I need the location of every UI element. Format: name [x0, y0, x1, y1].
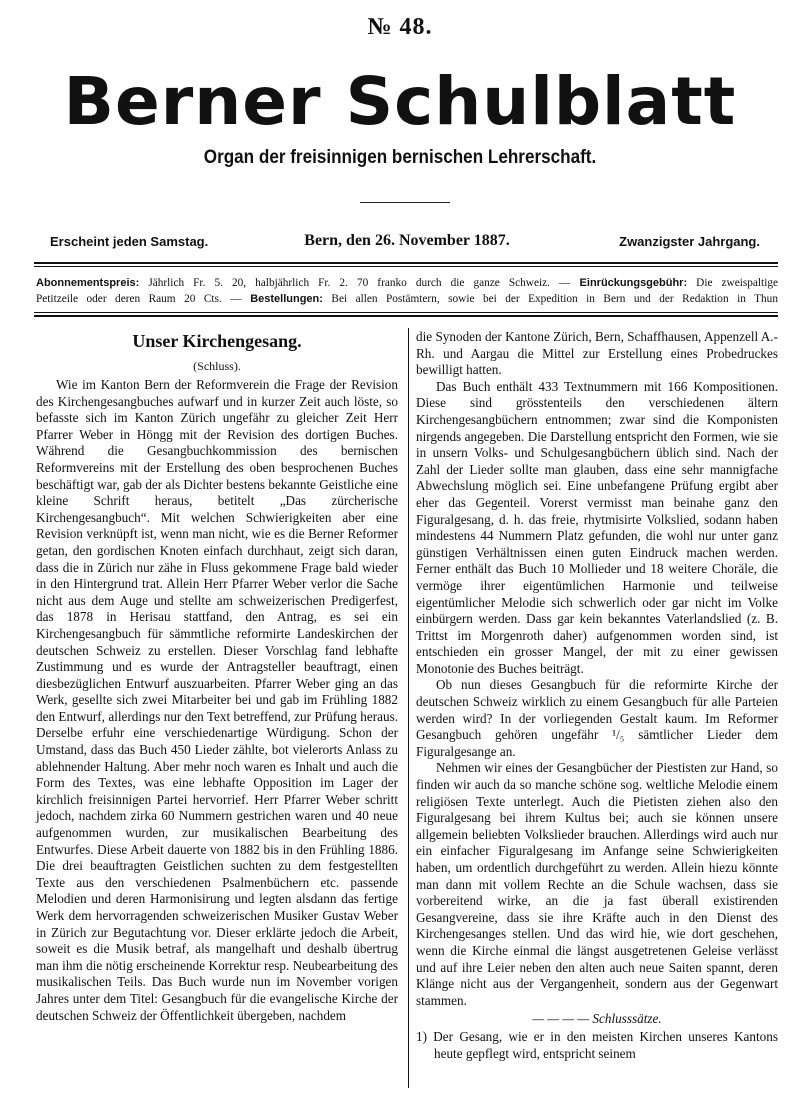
article-title: Unser Kirchengesang. [132, 331, 302, 351]
masthead-divider [360, 202, 450, 203]
insertion-fee-label: Einrückungsgebühr: [570, 277, 688, 289]
orders-text: Bei allen Postämtern, sowie bei der Expedition in Bern und der Redaktion in Thun [322, 293, 778, 305]
article-paragraph: Wie im Kanton Bern der Reformverein die Frage der Revision des Kirchengesangbuches aufwarf und in kurzer Zeit auch löste, so befasste sich im Kanton Zürich ungefähr zu gleicher Zeit Herr Pfarrer Weber in Höngg mit der Revision des dortigen Buches. Während die Gesangbuchkommission des bernischen Reformvereins mit der Erstellung des oben besprochenen Buches beschäftigt war, gab der als Dichter bestens bekannte Geistliche eine kleine Schrift heraus, betitelt „Das zürcherische Kirchengesangbuch“. Mit welchen Schwierigkeiten aber eine Revision verknüpft ist, wenn man nicht, wie es die Berner Reformer getan, den gordischen Knoten einfach durchhaut, zeigt sich daran, dass die in Zürich nur zähe in Fluss gekommene Frage bald wieder in den Hintergrund trat. Allein Herr Pfarrer Weber verlor die Sache nicht aus dem Auge und stellte am schweizerischen Predigerfest, das 1878 in Herisau stattfand, den Antrag, es sei ein Kirchengesangbuch für sämmtliche reformirte Landeskirchen der deutschen Schweiz zu erstellen. Dieser Vorschlag fand lebhafte Zustimmung und es wurde der Antragsteller beauftragt, einen diesbezüglichen Entwurf auszuarbeiten. Pfarrer Weber ging an das Werk, gesellte sich zwei Mitarbeiter bei und gab im Frühling 1882 den Entwurf, allerdings nur den Text betreffend, zur Prüfung heraus. Derselbe erfuhr eine verschiedenartige Würdigung. Schon der Umstand, dass das Buch 450 Lieder zählte, bot vielerorts Anlass zu ablehnender Haltung. Aber mehr noch waren es Inhalt und auch die Form des Textes, was eine lebhafte Opposition im Lager der kirchlich freisinnigen Partei hervorrief. Herr Pfarrer Weber schritt jedoch, nachdem zirka 60 Nummern gestrichen waren und 40 neue aufgenommen wurden, zur musikalischen Bearbeitung des Entwurfes. Diese Arbeit dauerte von 1882 bis in den Frühling 1886. Die drei beauftragten Geistlichen suchten zu dem festgestellten Texte aus den verschiedenen Psalmenbüchern etc. passende Melodien und deren Harmonisirung und legten alsdann das fertige Werk dem hervorragenden schweizerischen Musiker Gustav Weber in Zürich zur Begutachtung vor. Dieser erklärte jedoch die Arbeit, soweit es die Musik betraf, als mangelhaft und deshalb übertrug man ihm die nötig erscheinende Korrektur resp. Neubearbeitung des musikalischen Teils. Das Buch wurde nun im November vorigen Jahres unter dem Titel: Gesangbuch für die evangelische Kirche der deutschen Schweiz der Öffentlichkeit übergeben, nachdem [36, 377, 398, 1023]
publication-frequency: Erscheint jeden Samstag. [50, 234, 209, 249]
newspaper-subtitle: Organ der freisinnigen bernischen Lehrerschaft. [203, 147, 597, 168]
volume-label: Zwanzigster Jahrgang. [619, 234, 760, 249]
article-paragraph: Nehmen wir eines der Gesangbücher der Piestisten zur Hand, so finden wir auch da so manche schöne sog. weltliche Melodie einem religiösen Texte unterlegt. Auch die Pietisten ziehen also den Figuralgesang bei ihrem Kultus bei; auch sie können unsere allgemein beliebten Volkslieder brauchen. Allerdings wird auch nur ein einfacher Figuralgesang im Anfange seine Schwierigkeiten haben, um ordentlich durchgeführt zu werden. Allein hiezu könnte man dann mit vollem Rechte an die Schule wachsen, dass sie vorbereitend wirke, an die ja fast überall existirenden Gesangvereine, dass sie ihre Kräfte auch in den Dienst des Kirchengesanges stellen. Und das wird hie, wie dort geschehen, wenn die Kirche einmal die längst ausgetretenen Geleise verlässt und auf ihre Leier neben den alten auch neue Saiten spannt, deren Klänge nicht aus der Vergangenheit, sondern aus der Gegenwart stammen. [416, 760, 778, 1008]
article-continuation: die Synoden der Kantone Zürich, Bern, Schaffhausen, Appenzell A.-Rh. und Aargau die Mittel zur Erstellung eines Probedruckes bewilligt hatten. [416, 329, 778, 378]
insertion-fee-text: Die zweispaltige [687, 277, 778, 289]
article-column-right [416, 329, 778, 1062]
article-note: (Schluss). [193, 359, 241, 373]
issue-date: Bern, den 26. November 1887. [304, 232, 510, 249]
article-paragraph: Das Buch enthält 433 Textnummern mit 166 Kompositionen. Diese sind grösstenteils den verschiedenen ältern Kirchengesangbüchern entnommen; zwar sind die Komponisten nirgends angegeben. Die Darstellung entspricht den Formen, wie sie in unsern Volks- und Schulgesangbüchern üblich sind. Nach der Zahl der Lieder sollte man glauben, dass eine sehr mannigfache Abwechslung möglich sei. Eine unbefangene Prüfung ergibt aber eher das Gegenteil. Vorerst vermisst man beinahe ganz den Figuralgesang, d. h. das freie, rhytmisirte Volkslied, sodann haben mindestens 44 Nummern Platz gefunden, die wohl nur unter ganz günstigen Verhältnissen einen guten Eindruck machen werden. Ferner enthält das Buch 10 Mollieder und 18 weitere Choräle, die vermöge ihrer eigentümlichen Harmonie und teilweise eigentümlicher Melodie sich schwerlich oder gar nicht im Volke einbürgern werden. Dass gar kein bekanntes Vaterlandslied (z. B. Trittst im Morgenroth daher) aufgenommen worden sind, ist entschieden ein grosser Mangel, der mit zu einer gewissen Monotonie des Buches beiträgt. [416, 378, 778, 676]
header-rule-bottom-thin [34, 312, 778, 313]
insertion-fee-rate: Petitzeile oder deren Raum 20 Cts. — [36, 293, 242, 305]
subscription-price-text: Jährlich Fr. 5. 20, halbjährlich Fr. 2. 70 franko durch die ganze Schweiz. — [139, 277, 571, 289]
header-rule-bottom [34, 315, 778, 317]
subscription-line-1 [36, 275, 778, 291]
orders-label: Bestellungen: [241, 293, 323, 305]
article-paragraph: Ob nun dieses Gesangbuch für die reformirte Kirche der deutschen Schweiz wirklich zu einem Gesangbuch für alle Parteien werden wird? In der vorliegenden Gestalt kaum. Im Reformer Gesangbuch gehören ungefähr ¹/₅ sämtlicher Lieder dem Figuralgesange an. [416, 677, 778, 759]
column-divider [408, 328, 409, 1088]
article-column-left [36, 329, 398, 1024]
subscription-price-label: Abonnementspreis: [36, 277, 140, 289]
header-rule-top [34, 262, 778, 264]
theses-heading: — — — — Schlusssätze. [532, 1011, 662, 1027]
header-rule-top-thin [34, 266, 778, 267]
subscription-line-2 [36, 291, 778, 307]
issue-number: № 48. [367, 14, 433, 40]
thesis-item: 1) Der Gesang, wie er in den meisten Kirchen unseres Kantons heute gepflegt wird, entspricht seinem [416, 1028, 778, 1061]
subscription-info [36, 275, 778, 307]
newspaper-title: Berner Schulblatt [63, 63, 737, 140]
